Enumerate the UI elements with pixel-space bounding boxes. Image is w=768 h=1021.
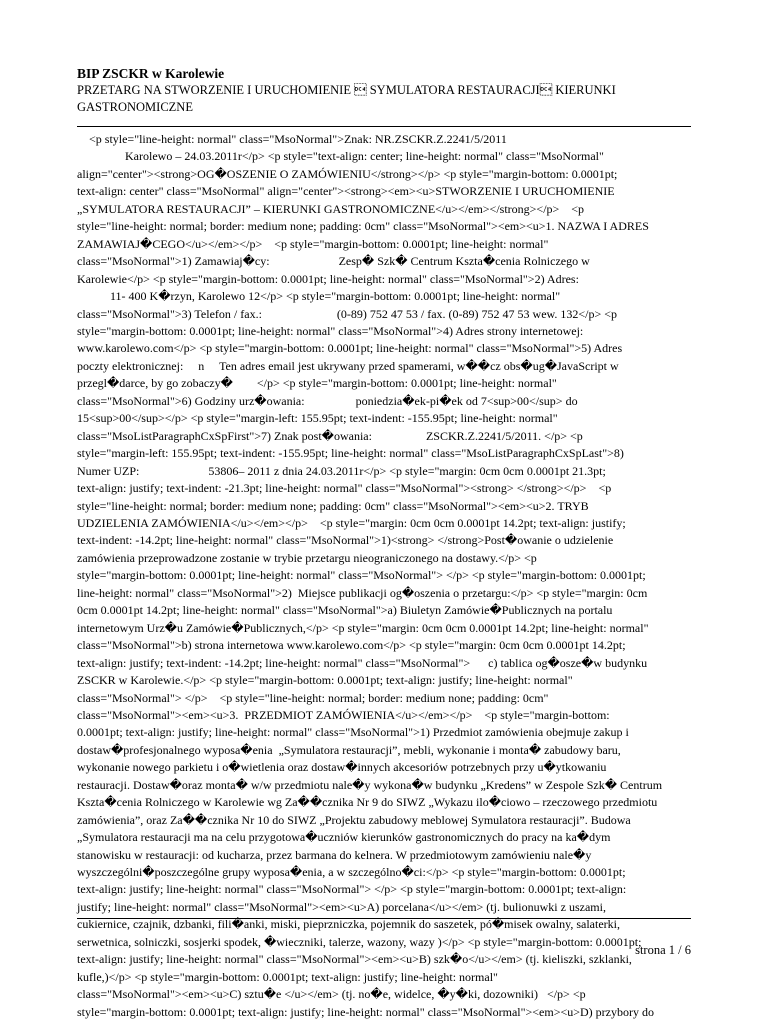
body-line: dostaw�profesjonalnego wyposa�enia „Symulatora restauracji”, mebli, wykonanie i monta� zabudowy baru, [77,742,621,757]
body-line: przegl�darce, by go zobaczy� </p> <p style="margin-bottom: 0.0001pt; line-height: normal" [77,376,557,391]
body-line: style="line-height: normal; border: medium none; padding: 0cm" class="MsoNormal"><em><u>2. TRYB [77,498,589,513]
body-line: poczty elektronicznej: n Ten adres email jest ukrywany przed spamerami, w��cz obs�ug�JavaScript w [77,358,619,373]
body-line: kufle,)</p> <p style="margin-bottom: 0.0001pt; text-align: justify; line-height: normal" [77,969,498,984]
header-divider [77,126,691,127]
body-line: class="MsoNormal">1) Zamawiaj�cy: Zesp� Szk� Centrum Kszta�cenia Rolniczego w [77,254,590,269]
document-subtitle-line-1: PRZETARG NA STWORZENIE I URUCHOMIENIE  SYMULATORA RESTAURACJI KIERUNKI [77,83,616,97]
body-line: Kszta�cenia Rolniczego w Karolewie wg Za��cznika Nr 9 do SIWZ „Wykazu ilo�ciowo – rzeczowego przedmiotu [77,795,658,810]
body-line: 0cm 0.0001pt 14.2pt; line-height: normal" class="MsoNormal">a) Biuletyn Zamówie�Publicznych na portalu [77,603,613,618]
body-line: text-align: justify; line-height: normal" class="MsoNormal"><em><u>B) szk�o</u></em> (tj. kieliszki, szklanki, [77,952,632,967]
body-line: cukiernice, czajnik, dzbanki, fili�anki, miski, pieprzniczka, pojemnik do saszetek, pó�misek owalny, salaterki, [77,917,620,932]
body-line: wykonanie nowego parkietu i o�wietlenia oraz dostaw�innych akcesoriów potrzebnych przy u�ytkowaniu [77,760,607,775]
body-line: justify; line-height: normal" class="MsoNormal"><em><u>A) porcelana</u></em> (tj. bulionuwki z uszami, [77,899,606,914]
body-line: „SYMULATORA RESTAURACJI” – KIERUNKI GASTRONOMICZNE</u></em></strong></p> <p [77,201,585,216]
body-line: class="MsoListParagraphCxSpFirst">7) Znak post�owania: ZSCKR.Z.2241/5/2011. </p> <p [77,428,583,443]
body-line: restauracji. Dostaw�oraz monta� w/w przedmiotu nale�y wykona�w budynku „Kredens” w Zespole Szk� Centrum [77,777,663,792]
page-number: strona 1 / 6 [635,943,691,957]
body-line: text-align: justify; text-indent: -14.2pt; line-height: normal" class="MsoNormal"> c) tablica og�osze�w budynku [77,655,648,670]
body-line: class="MsoNormal"> </p> <p style="line-height: normal; border: medium none; padding: 0cm" [77,690,549,705]
body-line: serwetnica, solniczki, sosjerki spodek, �wieczniki, talerze, wazony, wazy )</p> <p style="margin-bottom: 0.0001pt; [77,934,642,949]
body-line: 0.0001pt; text-align: justify; line-height: normal" class="MsoNormal">1) Przedmiot zamówienia obejmuje zakup i [77,725,629,740]
document-header [77,66,697,116]
document-subtitle-line-2: GASTRONOMICZNE [77,100,193,114]
document-body [77,131,691,1021]
body-line: „Symulatora restauracji ma na celu przygotowa�uczniów kierunków gastronomicznych do pracy na ka�dym [77,830,611,845]
body-line: style="margin-bottom: 0.0001pt; text-align: justify; line-height: normal" class="MsoNormal"><em><u>D) przybory do [77,1004,654,1019]
body-line: style="margin-bottom: 0.0001pt; line-height: normal" class="MsoNormal">4) Adres strony internetowej: [77,323,584,338]
body-line: Karolewo – 24.03.2011r</p> <p style="text-align: center; line-height: normal" class="MsoNormal" [77,149,604,164]
body-line: UDZIELENIA ZAMÓWIENIA</u></em></p> <p style="margin: 0cm 0cm 0.0001pt 14.2pt; text-align: justify; [77,515,626,530]
body-line: text-align: justify; text-indent: -21.3pt; line-height: normal" class="MsoNormal"><strong> </strong></p> <p [77,481,612,496]
body-line: zamówienia przeprowadzone zostanie w trybie przetargu nieograniczonego na dostawy.</p> <p [77,550,537,565]
body-line: Numer UZP: 53806– 2011 z dnia 24.03.2011r</p> <p style="margin: 0cm 0cm 0.0001pt 21.3pt; [77,463,606,478]
footer-divider [77,918,691,919]
body-line: www.karolewo.com</p> <p style="margin-bottom: 0.0001pt; line-height: normal" class="MsoNormal">5) Adres [77,341,623,356]
body-line: stanowisku w restauracji: od kucharza, przez barmana do kelnera. W przedmiotowym zamówieniu nale�y [77,847,592,862]
body-line: 11- 400 K�rzyn, Karolewo 12</p> <p style="margin-bottom: 0.0001pt; line-height: normal" [77,289,561,304]
body-line: align="center"><strong>OG�OSZENIE O ZAMÓWIENIU</strong></p> <p style="margin-bottom: 0.0001pt; [77,166,618,181]
body-line: Karolewie</p> <p style="margin-bottom: 0.0001pt; line-height: normal" class="MsoNormal">2) Adres: [77,271,579,286]
body-line: text-align: center" class="MsoNormal" align="center"><strong><em><u>STWORZENIE I URUCHOMIENIE [77,184,615,199]
body-line: <p style="line-height: normal" class="MsoNormal">Znak: NR.ZSCKR.Z.2241/5/2011 [77,132,507,146]
body-line: style="line-height: normal; border: medium none; padding: 0cm" class="MsoNormal"><em><u>1. NAZWA I ADRES [77,219,649,234]
body-line: zamówienia”, oraz Za��cznika Nr 10 do SIWZ „Projektu zabudowy meblowej Symulatora restauracji”. Budowa [77,812,631,827]
page-title: BIP ZSCKR w Karolewie [77,66,225,81]
body-line: class="MsoNormal"><em><u>C) sztu�e </u></em> (tj. no�e, widelce, �y�ki, dozowniki) </p> <p [77,987,586,1002]
body-line: wyszczególni�poszczególne grupy wyposa�enia, a w szczególno�ci:</p> <p style="margin-bottom: 0.0001pt; [77,865,626,880]
body-line: class="MsoNormal">6) Godziny urz�owania: poniedzia�ek-pi�ek od 7<sup>00</sup> do [77,393,578,408]
body-line: ZAMAWIAJ�CEGO</u></em></p> <p style="margin-bottom: 0.0001pt; line-height: normal" [77,236,549,251]
body-line: text-align: justify; line-height: normal" class="MsoNormal"> </p> <p style="margin-bottom: 0.0001pt; text-align: [77,882,627,897]
body-line: class="MsoNormal">3) Telefon / fax.: (0-89) 752 47 53 / fax. (0-89) 752 47 53 wew. 132</p> <p [77,306,618,321]
body-line: internetowym Urz�u Zamówie�Publicznych,</p> <p style="margin: 0cm 0cm 0.0001pt 14.2pt; line-height: normal" [77,620,649,635]
body-line: class="MsoNormal">b) strona internetowa www.karolewo.com</p> <p style="margin: 0cm 0cm 0.0001pt 14.2pt; [77,638,626,653]
body-line: text-indent: -14.2pt; line-height: normal" class="MsoNormal">1)<strong> </strong>Post�owanie o udzielenie [77,533,614,548]
body-line: style="margin-left: 155.95pt; text-indent: -155.95pt; line-height: normal" class="MsoListParagraphCxSpLast">8) [77,446,624,461]
body-line: line-height: normal" class="MsoNormal">2) Miejsce publikacji og�oszenia o przetargu:</p> <p style="margin: 0cm [77,585,648,600]
body-line: ZSCKR w Karolewie.</p> <p style="margin-bottom: 0.0001pt; text-align: justify; line-height: normal" [77,673,573,688]
body-line: style="margin-bottom: 0.0001pt; line-height: normal" class="MsoNormal"> </p> <p style="margin-bottom: 0.0001pt; [77,568,646,583]
body-line: class="MsoNormal"><em><u>3. PRZEDMIOT ZAMÓWIENIA</u></em></p> <p style="margin-bottom: [77,707,610,722]
body-line: 15<sup>00</sup></p> <p style="margin-left: 155.95pt; text-indent: -155.95pt; line-height: normal" [77,411,558,426]
